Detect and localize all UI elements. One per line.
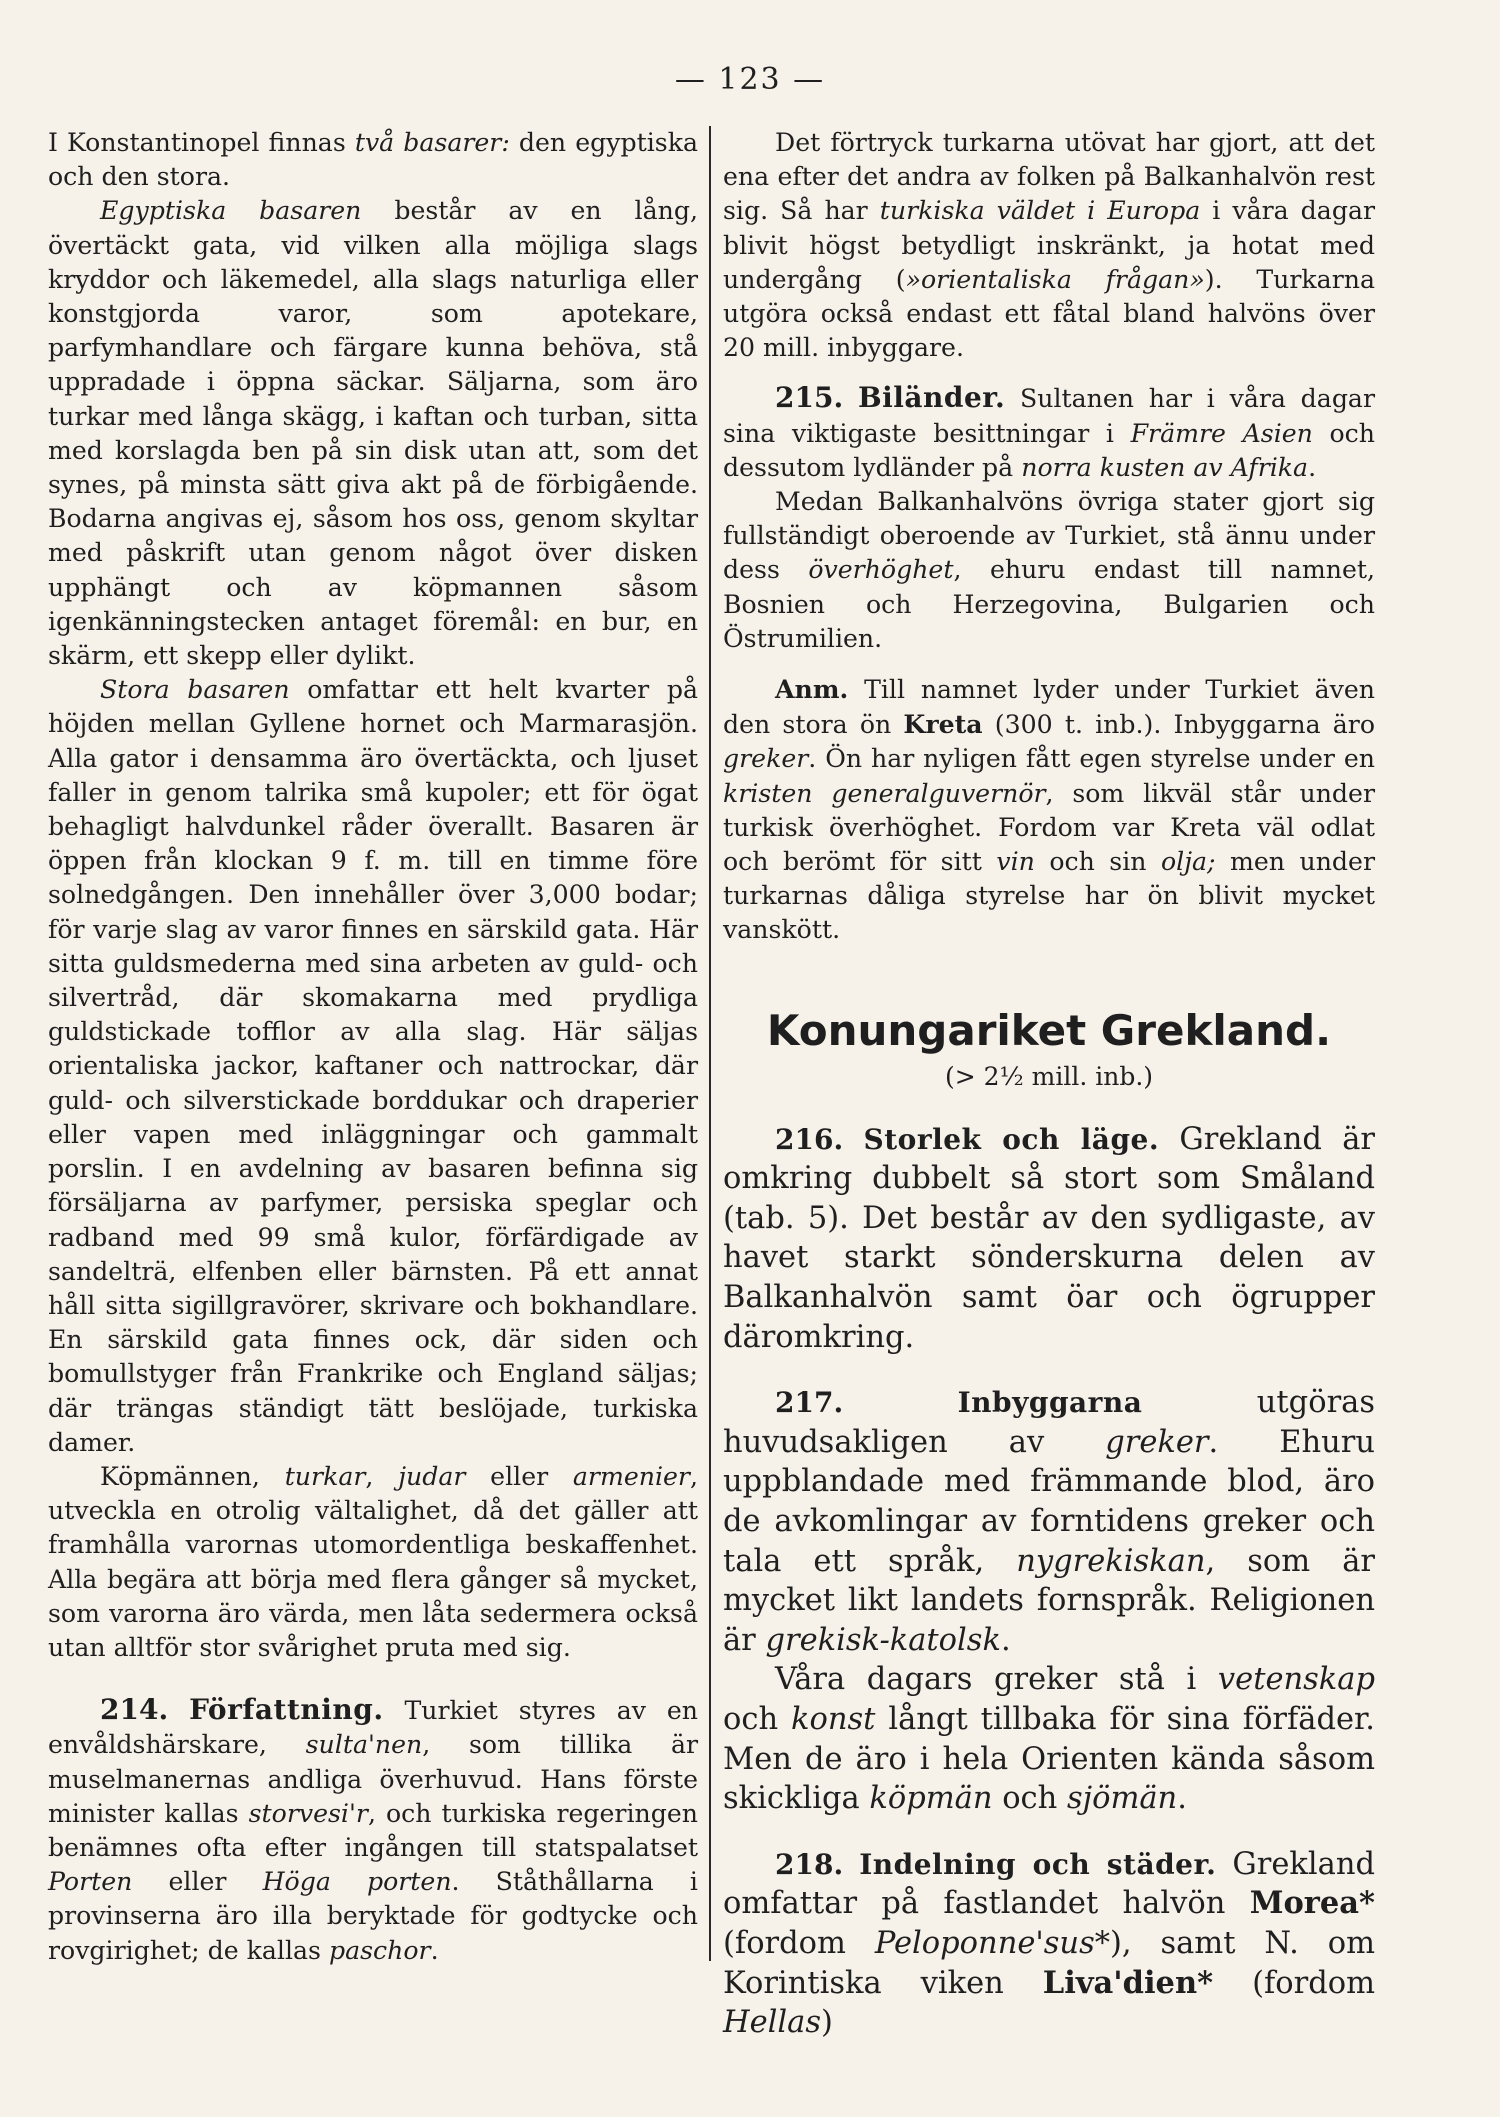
paragraph-kopmannen: Köpmännen, turkar, judar eller armenier, utveckla en otrolig vältalighet, då det gäller att framhålla varornas utomordentliga beskaffenhet. Alla begära att börja med flera gånger så mycket, som varorna äro värda, men låta sedermera också utan alltför stor svårighet pruta med sig.: [48, 1461, 698, 1662]
paragraph-fortryck: Det förtryck turkarna utövat har gjort, att det ena efter det andra av folken på Balkanhalvön rest sig. Så har turkiska väldet i Europa i våra dagar blivit högst betydligt inskränkt, ja hotat med undergång (»orientaliska frågan»). Turkarna utgöra också endast ett fåtal bland halvöns över 20 mill. inbyggare.: [723, 128, 1376, 363]
note-anm-kreta: Anm. Till namnet lyder under Turkiet även den stora ön Kreta (300 t. inb.). Inbyggarna äro greker. Ön har nyligen fått egen styrelse under en kristen generalguvernör, som likväl står under turkisk överhöghet. Fordom var Kreta väl odlat och berömt för sitt vin och sin olja; men under turkarnas dåliga styrelse har ön blivit mycket vanskött.: [723, 674, 1375, 945]
section-218-indelning: 218. Indelning och städer. Grekland omfattar på fastlandet halvön Morea* (fordom Peloponne'sus*), samt N. om Korintiska viken Liva'dien* (fordom Hellas): [723, 1846, 1376, 2041]
section-214-forfattning: 214. Författning. Turkiet styres av en envåldshärskare, sulta'nen, som tillika är muselmanernas andliga överhuvud. Hans förste minister kallas storvesi'r, och turkiska regeringen benämnes ofta efter ingången till statspalatset Porten eller Höga porten. Ståthållarna i provinserna äro illa beryktade för godtycke och rovgirighet; de kallas paschor.: [48, 1693, 699, 1965]
left-column: [48, 126, 698, 1968]
column-divider: [709, 126, 711, 1961]
paragraph-vara-dagars-greker: Våra dagars greker stå i vetenskap och konst långt tillbaka för sina förfäder. Men de äro i hela Orienten kända såsom skickliga köpmän och sjömän.: [723, 1662, 1375, 1817]
paragraph-balkanhalvons-stater: Medan Balkanhalvöns övriga stater gjort sig fullständigt oberoende av Turkiet, stå ännu under dess överhöghet, ehuru endast till namnet, Bosnien och Herzegovina, Bulgarien och Östrumilien.: [723, 487, 1375, 653]
section-217-inbyggarna: 217. Inbyggarna utgöras huvudsakligen av greker. Ehuru uppblandade med främmande blod, äro de avkomlingar av forntidens greker och tala ett språk, nygrekiskan, som är mycket likt landets fornspråk. Religionen är grekisk-katolsk.: [723, 1385, 1375, 1658]
heading-konungariket-grekland: Konungariket Grekland.: [766, 1005, 1332, 1055]
paragraph-egyptiska-basaren: Egyptiska basaren består av en lång, övertäckt gata, vid vilken alla möjliga slags kryddor och läkemedel, alla slags naturliga eller konstgjorda varor, som apotekare, parfymhandlare och färgare kunna behöva, stå uppradade i öppna säckar. Säljarna, som äro turkar med långa skägg, i kaftan och turban, sitta med korslagda ben på sin disk utan att, som det synes, på minsta sätt giva akt på de förbigående. Bodarna angivas ej, såsom hos oss, genom skyltar med påskrift utan genom något över disken upphängt och av köpmannen såsom igenkänningstecken antaget föremål: en bur, en skärm, ett skepp eller dylikt.: [48, 196, 698, 671]
section-215-bilander: 215. Biländer. Sultanen har i våra dagar sina viktigaste besittningar i Främre Asien och dessutom lydländer på norra kusten av Afrika.: [723, 381, 1376, 482]
section-216-storlek: 216. Storlek och läge. Grekland är omkring dubbelt så stort som Småland (tab. 5). Det består av den sydligaste, av havet starkt sönderskurna delen av Balkanhalvön samt öar och ögrupper däromkring.: [723, 1121, 1375, 1355]
paragraph-stora-basaren: Stora basaren omfattar ett helt kvarter på höjden mellan Gyllene hornet och Marmarasjön. Alla gator i densamma äro övertäckta, och ljuset faller in genom talrika små kupoler; ett för ögat behagligt halvdunkel råder överallt. Basaren är öppen från klockan 9 f. m. till en timme före solnedgången. Den innehåller över 3,000 bodar; för varje slag av varor finnes en särskild gata. Här sitta guldsmederna med sina arbeten av guld- och silvertråd, där skomakarna med prydliga guldstickade tofflor av alla slag. Här säljas orientaliska jackor, kaftaner och nattrockar, där guld- och silverstickade borddukar och draperier eller vapen med inläggningar och gammalt porslin. I en avdelning av basaren befinna sig försäljarna av parfymer, persiska speglar och radband med 99 små kulor, förfärdigade av sandelträ, elfenben eller bärnsten. På ett annat håll sitta sigillgravörer, skrivare och bokhandlare. En särskild gata finnes ock, där siden och bomullstyger från Frankrike och England säljas; där trängas ständigt tätt beslöjade, turkiska damer.: [48, 675, 698, 1457]
right-column: [723, 126, 1375, 2043]
paragraph-basarer-intro: I Konstantinopel finnas två basarer: den egyptiska och den stora.: [48, 128, 698, 192]
page-number: — 123 —: [674, 62, 826, 97]
subheading-population: (> 2½ mill. inb.): [944, 1061, 1154, 1091]
